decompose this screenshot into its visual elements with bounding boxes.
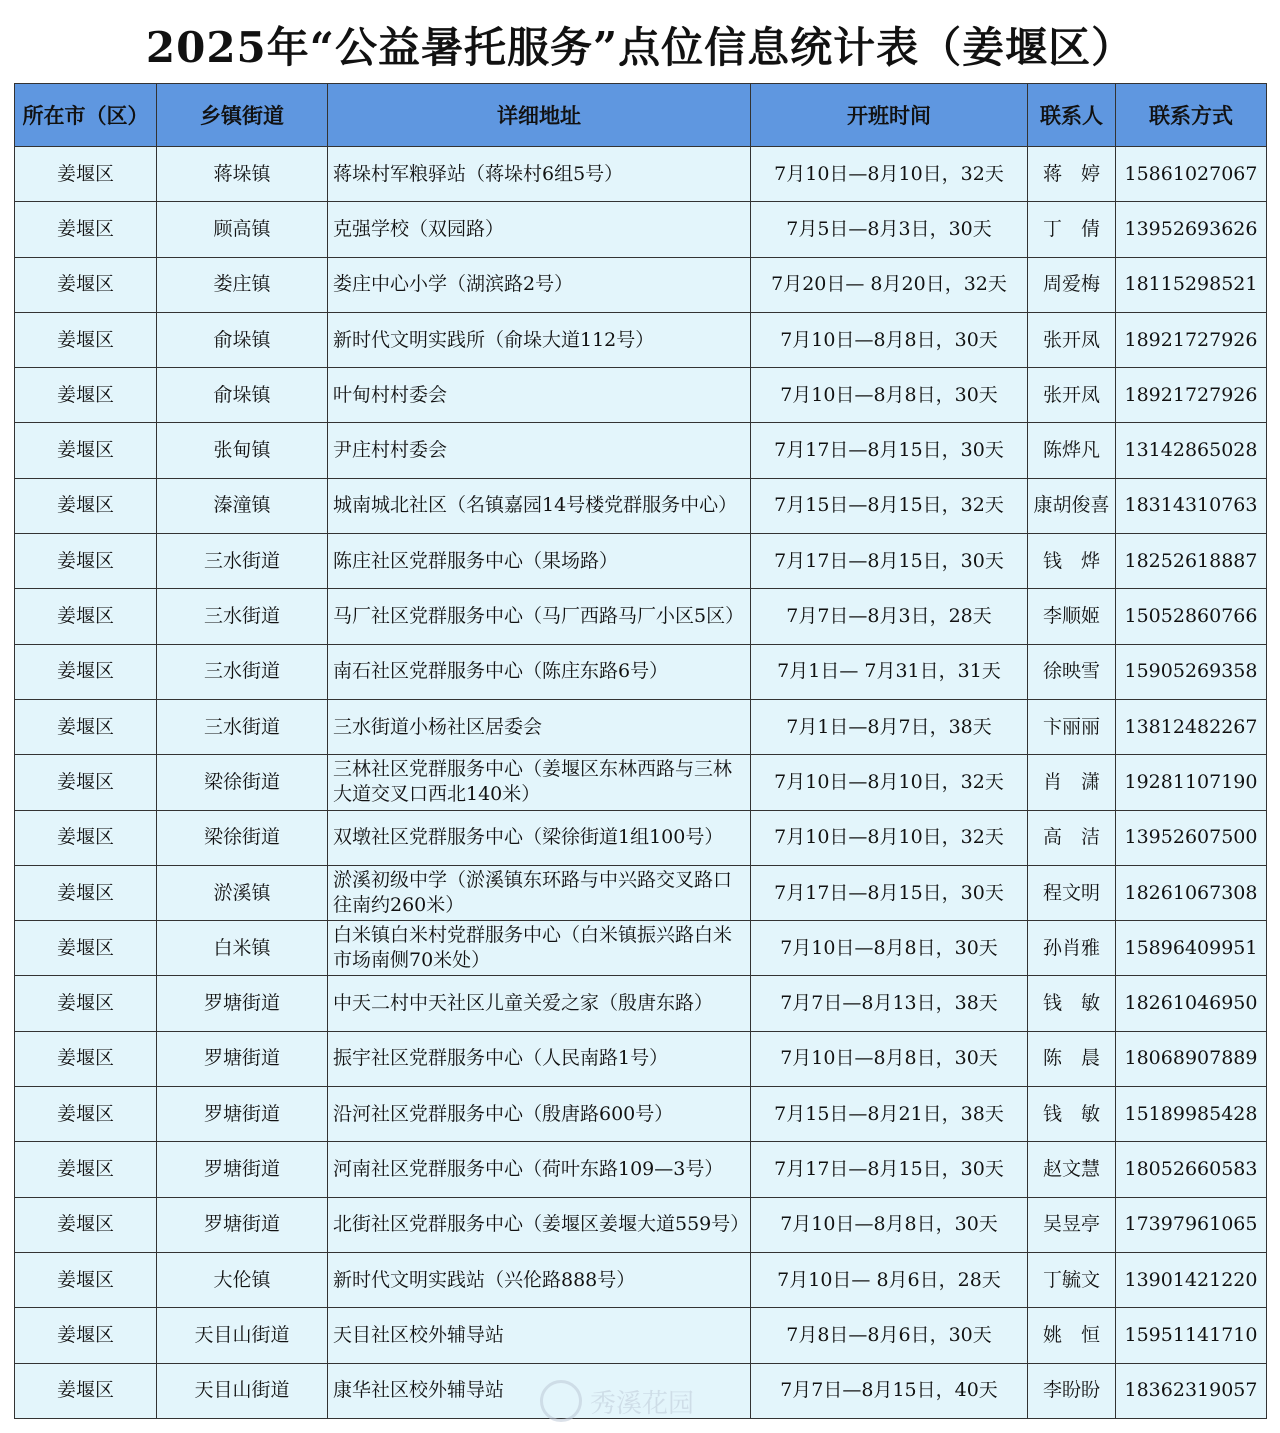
table-row [15,368,1267,423]
cell-period: 7月7日—8月13日，38天 [751,976,1028,1031]
table-row [15,644,1267,699]
cell-address: 沿河社区党群服务中心（殷唐路600号） [328,1087,751,1142]
cell-address: 双墩社区党群服务中心（梁徐街道1组100号） [328,810,751,865]
cell-city: 姜堰区 [15,257,157,312]
cell-contact: 康胡俊喜 [1028,478,1116,533]
cell-address: 蒋垛村军粮驿站（蒋垛村6组5号） [328,147,751,202]
cell-phone: 18921727926 [1116,368,1267,423]
cell-city: 姜堰区 [15,1031,157,1086]
header-city: 所在市（区） [15,84,157,147]
table-row [15,589,1267,644]
table-row [15,755,1267,810]
cell-address: 陈庄社区党群服务中心（果场路） [328,534,751,589]
cell-city: 姜堰区 [15,1308,157,1363]
cell-period: 7月7日—8月15日，40天 [751,1363,1028,1418]
cell-phone: 18115298521 [1116,257,1267,312]
cell-phone: 18261067308 [1116,865,1267,920]
cell-period: 7月17日—8月15日，30天 [751,865,1028,920]
cell-city: 姜堰区 [15,1252,157,1307]
cell-address: 天目社区校外辅导站 [328,1308,751,1363]
table-row [15,312,1267,367]
cell-period: 7月20日— 8月20日，32天 [751,257,1028,312]
cell-city: 姜堰区 [15,1087,157,1142]
cell-city: 姜堰区 [15,1363,157,1418]
cell-period: 7月7日—8月3日，28天 [751,589,1028,644]
table-row [15,1197,1267,1252]
cell-city: 姜堰区 [15,810,157,865]
cell-city: 姜堰区 [15,1197,157,1252]
cell-city: 姜堰区 [15,699,157,754]
header-period: 开班时间 [751,84,1028,147]
cell-phone: 18052660583 [1116,1142,1267,1197]
cell-period: 7月5日—8月3日，30天 [751,202,1028,257]
header-contact: 联系人 [1028,84,1116,147]
cell-city: 姜堰区 [15,976,157,1031]
cell-town: 蒋垛镇 [157,147,328,202]
cell-town: 梁徐街道 [157,755,328,810]
cell-contact: 张开凤 [1028,312,1116,367]
cell-town: 娄庄镇 [157,257,328,312]
cell-address: 中天二村中天社区儿童关爱之家（殷唐东路） [328,976,751,1031]
table-row [15,1363,1267,1418]
cell-period: 7月8日—8月6日，30天 [751,1308,1028,1363]
table-body [15,147,1267,1419]
cell-contact: 张开凤 [1028,368,1116,423]
cell-phone: 15896409951 [1116,921,1267,976]
cell-town: 三水街道 [157,699,328,754]
cell-address: 马厂社区党群服务中心（马厂西路马厂小区5区） [328,589,751,644]
cell-town: 罗塘街道 [157,976,328,1031]
cell-contact: 程文明 [1028,865,1116,920]
table-row [15,534,1267,589]
table-row [15,423,1267,478]
cell-address: 新时代文明实践站（兴伦路888号） [328,1252,751,1307]
cell-period: 7月15日—8月15日，32天 [751,478,1028,533]
table-row [15,976,1267,1031]
cell-town: 梁徐街道 [157,810,328,865]
header-row [15,84,1267,147]
cell-address: 娄庄中心小学（湖滨路2号） [328,257,751,312]
cell-phone: 18261046950 [1116,976,1267,1031]
cell-phone: 13952693626 [1116,202,1267,257]
cell-contact: 陈烨凡 [1028,423,1116,478]
cell-period: 7月1日—8月7日，38天 [751,699,1028,754]
cell-contact: 孙肖雅 [1028,921,1116,976]
cell-address: 南石社区党群服务中心（陈庄东路6号） [328,644,751,699]
cell-contact: 丁 倩 [1028,202,1116,257]
table-row [15,699,1267,754]
cell-city: 姜堰区 [15,202,157,257]
table-row [15,1087,1267,1142]
cell-period: 7月10日—8月8日，30天 [751,1197,1028,1252]
cell-contact: 钱 敏 [1028,976,1116,1031]
cell-address: 尹庄村村委会 [328,423,751,478]
cell-address: 叶甸村村委会 [328,368,751,423]
cell-phone: 13952607500 [1116,810,1267,865]
cell-phone: 18362319057 [1116,1363,1267,1418]
cell-contact: 李盼盼 [1028,1363,1116,1418]
cell-contact: 肖 潇 [1028,755,1116,810]
cell-town: 天目山街道 [157,1363,328,1418]
cell-period: 7月17日—8月15日，30天 [751,1142,1028,1197]
cell-phone: 18068907889 [1116,1031,1267,1086]
cell-city: 姜堰区 [15,755,157,810]
cell-phone: 18921727926 [1116,312,1267,367]
cell-city: 姜堰区 [15,644,157,699]
cell-city: 姜堰区 [15,368,157,423]
cell-contact: 赵文慧 [1028,1142,1116,1197]
cell-period: 7月10日—8月8日，30天 [751,312,1028,367]
cell-city: 姜堰区 [15,921,157,976]
cell-address: 河南社区党群服务中心（荷叶东路109—3号） [328,1142,751,1197]
cell-phone: 15189985428 [1116,1087,1267,1142]
cell-contact: 吴昱亭 [1028,1197,1116,1252]
cell-phone: 18314310763 [1116,478,1267,533]
cell-address: 淤溪初级中学（淤溪镇东环路与中兴路交叉路口往南约260米） [328,865,751,920]
cell-period: 7月15日—8月21日，38天 [751,1087,1028,1142]
table-row [15,1031,1267,1086]
cell-address: 城南城北社区（名镇嘉园14号楼党群服务中心） [328,478,751,533]
cell-address: 北街社区党群服务中心（姜堰区姜堰大道559号） [328,1197,751,1252]
cell-phone: 15951141710 [1116,1308,1267,1363]
cell-phone: 13812482267 [1116,699,1267,754]
cell-town: 罗塘街道 [157,1142,328,1197]
cell-town: 三水街道 [157,589,328,644]
table-row [15,257,1267,312]
cell-period: 7月10日—8月8日，30天 [751,1031,1028,1086]
cell-contact: 丁毓文 [1028,1252,1116,1307]
cell-city: 姜堰区 [15,1142,157,1197]
cell-phone: 17397961065 [1116,1197,1267,1252]
cell-address: 白米镇白米村党群服务中心（白米镇振兴路白米市场南侧70米处） [328,921,751,976]
table-row [15,147,1267,202]
cell-town: 三水街道 [157,644,328,699]
cell-phone: 18252618887 [1116,534,1267,589]
cell-town: 淤溪镇 [157,865,328,920]
cell-address: 三林社区党群服务中心（姜堰区东林西路与三林大道交叉口西北140米） [328,755,751,810]
cell-address: 康华社区校外辅导站 [328,1363,751,1418]
cell-contact: 卞丽丽 [1028,699,1116,754]
cell-contact: 陈 晨 [1028,1031,1116,1086]
cell-contact: 钱 烨 [1028,534,1116,589]
cell-town: 罗塘街道 [157,1031,328,1086]
cell-town: 俞垛镇 [157,312,328,367]
cell-address: 克强学校（双园路） [328,202,751,257]
watermark-text: 秀溪花园 [590,1388,695,1419]
cell-period: 7月10日—8月8日，30天 [751,368,1028,423]
table-row [15,478,1267,533]
table-row [15,202,1267,257]
cell-town: 俞垛镇 [157,368,328,423]
cell-city: 姜堰区 [15,147,157,202]
cell-contact: 周爱梅 [1028,257,1116,312]
table-row [15,810,1267,865]
page-title: 2025年“公益暑托服务”点位信息统计表（姜堰区） [145,23,1135,72]
cell-town: 大伦镇 [157,1252,328,1307]
table-row [15,1308,1267,1363]
service-points-table [14,83,1267,1419]
cell-town: 三水街道 [157,534,328,589]
cell-address: 三水街道小杨社区居委会 [328,699,751,754]
cell-period: 7月17日—8月15日，30天 [751,423,1028,478]
table-row [15,865,1267,920]
header-phone: 联系方式 [1116,84,1267,147]
cell-phone: 15861027067 [1116,147,1267,202]
cell-period: 7月10日—8月10日，32天 [751,755,1028,810]
cell-town: 顾高镇 [157,202,328,257]
cell-contact: 徐映雪 [1028,644,1116,699]
cell-town: 罗塘街道 [157,1197,328,1252]
cell-contact: 李顺姬 [1028,589,1116,644]
cell-town: 张甸镇 [157,423,328,478]
cell-city: 姜堰区 [15,478,157,533]
table-row [15,1142,1267,1197]
cell-city: 姜堰区 [15,534,157,589]
cell-period: 7月10日—8月10日，32天 [751,810,1028,865]
cell-contact: 蒋 婷 [1028,147,1116,202]
cell-town: 罗塘街道 [157,1087,328,1142]
table-row [15,1252,1267,1307]
cell-period: 7月1日— 7月31日，31天 [751,644,1028,699]
cell-phone: 15052860766 [1116,589,1267,644]
cell-address: 振宇社区党群服务中心（人民南路1号） [328,1031,751,1086]
header-town: 乡镇街道 [157,84,328,147]
cell-town: 天目山街道 [157,1308,328,1363]
cell-phone: 13142865028 [1116,423,1267,478]
table-row [15,921,1267,976]
cell-contact: 钱 敏 [1028,1087,1116,1142]
header-address: 详细地址 [328,84,751,147]
cell-period: 7月10日—8月8日，30天 [751,921,1028,976]
cell-period: 7月10日—8月10日，32天 [751,147,1028,202]
cell-period: 7月17日—8月15日，30天 [751,534,1028,589]
cell-period: 7月10日— 8月6日，28天 [751,1252,1028,1307]
cell-contact: 高 洁 [1028,810,1116,865]
table-header [15,84,1267,147]
cell-city: 姜堰区 [15,312,157,367]
cell-city: 姜堰区 [15,423,157,478]
cell-city: 姜堰区 [15,589,157,644]
cell-phone: 19281107190 [1116,755,1267,810]
cell-town: 溱潼镇 [157,478,328,533]
cell-address: 新时代文明实践所（俞垛大道112号） [328,312,751,367]
cell-contact: 姚 恒 [1028,1308,1116,1363]
cell-phone: 13901421220 [1116,1252,1267,1307]
cell-town: 白米镇 [157,921,328,976]
cell-city: 姜堰区 [15,865,157,920]
cell-phone: 15905269358 [1116,644,1267,699]
